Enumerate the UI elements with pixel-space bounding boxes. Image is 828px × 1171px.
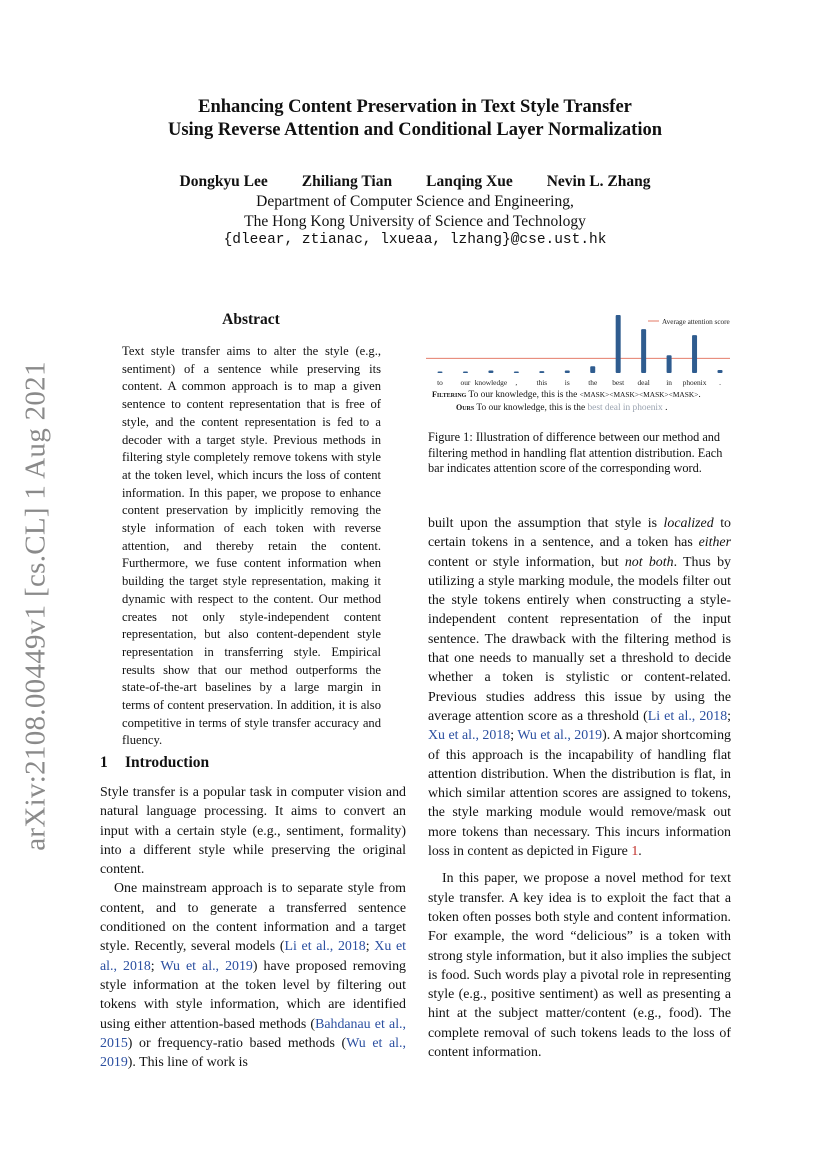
legend-label: Average attention score	[662, 318, 730, 326]
abstract-heading: Abstract	[222, 311, 280, 328]
section-number: 1	[100, 754, 108, 771]
attention-bar	[616, 315, 621, 373]
tick-label: in	[666, 378, 672, 387]
figure-reference-link[interactable]: 1	[631, 844, 639, 860]
mask-tokens: <MASK><MASK><MASK><MASK>	[579, 390, 699, 399]
attention-bar	[667, 355, 672, 373]
author-name: Nevin L. Zhang	[546, 173, 651, 190]
tick-label: phoenix	[682, 378, 707, 387]
affiliation-line-2: The Hong Kong University of Science and Technology	[244, 213, 586, 230]
paper-title	[120, 96, 710, 142]
affiliation-line-1: Department of Computer Science and Engineering,	[256, 193, 574, 210]
author-name: Lanqing Xue	[426, 173, 513, 190]
abstract-body: Text style transfer aims to alter the style (e.g., sentiment) of a sentence while preserving its content. A common approach is to map a given sentence to content representation that is free of style, and the content representation is fed to a decoder with a target style. Previous methods in filtering style completely remove tokens with style at the token level, which incurs the loss of content information. In this paper, we propose to enhance content preservation by implicitly removing the style information of each token with reverse attention, and thereby retain the content. Furthermore, we fuse content information when building the target style representation, making it dynamic with respect to the content. Our method creates not only style-independent content representation, but also content-dependent style representation in transferring style. Empirical results show that our method outperforms the state-of-the-art baselines by a large margin in terms of content preservation. In addition, it is also competitive in terms of style transfer accuracy and fluency.	[122, 344, 381, 748]
title-line-1: Enhancing Content Preservation in Text Style Transfer	[198, 97, 632, 117]
attention-bar	[514, 372, 519, 374]
tick-label: is	[564, 378, 570, 387]
citation-link[interactable]: Wu et al., 2019	[100, 1035, 406, 1071]
arxiv-id-text: arXiv:2108.00449v1 [cs.CL] 1 Aug 2021	[19, 361, 52, 851]
faded-tokens: best deal in phoenix	[587, 403, 663, 413]
citation-link[interactable]: Xu et al., 2018	[100, 939, 406, 974]
ours-row: Ours To our knowledge, this is the best deal in phoenix .	[456, 403, 668, 413]
right-paragraph-1: built upon the assumption that style is localized to certain tokens in a sentence, and a token has either content or style information, but not both. Thus by utilizing a style marking module, the models filter out the style tokens entirely when constructing a style-independent content representation of the input sentence. The drawback with the filtering method is that one needs to manually set a threshold to decide whether a token is stylistic or content-related. Previous studies address this issue by using the average attention score as a threshold (Li et al., 2018; Xu et al., 2018; Wu et al., 2019). A major shortcoming of this approach is the incapability of handling flat attention distribution. When the distribution is flat, in which similar attention scores are assigned to tokens, the style marking module would remove/mask out more tokens than necessary. This incurs information loss in content as depicted in Figure 1.	[428, 516, 732, 860]
right-paragraph-2: In this paper, we propose a novel method for text style transfer. A key idea is to exploit the fact that a token often posses both style and content information. For example, the word “delicious” is a token with strong style information, but it also implies the subject is food. Such words play a pivotal role in representing style (e.g., positive sentiment) as well as presenting a hint at the subject matter/content (e.g., food). The complete removal of such tokens leads to the loss of content information.	[428, 871, 731, 1061]
author-list	[110, 173, 720, 191]
citation-link[interactable]: Wu et al., 2019	[160, 958, 253, 974]
caption-label: Figure 1:	[428, 430, 473, 444]
attention-bar	[565, 371, 570, 373]
intro-paragraph-2: One mainstream approach is to separate style from content, and to generate a transferred sentence conditioned on the content information and a target style. Recently, several models (Li et al., 2018; Xu et al., 2018; Wu et al., 2019) have proposed removing style information at the token level by filtering out tokens with style information, which are identified using either attention-based methods (Bahdanau et al., 2015) or frequency-ratio based methods (Wu et al., 2019). This line of work is	[100, 881, 406, 1071]
attention-bar	[438, 372, 443, 374]
tick-label: knowledge	[474, 378, 508, 387]
attention-bar	[463, 372, 468, 374]
section-heading-introduction	[100, 754, 209, 772]
author-emails: {dleear, ztianac, lxueaa, lzhang}@cse.ust.hk	[223, 232, 607, 248]
author-name: Zhiliang Tian	[301, 173, 393, 190]
attention-bar	[692, 335, 697, 373]
affiliation	[110, 192, 720, 232]
tick-label: best	[612, 378, 625, 387]
tick-label: the	[588, 378, 598, 387]
attention-bar	[590, 366, 595, 373]
title-line-2: Using Reverse Attention and Conditional Layer Normalization	[167, 120, 663, 140]
citation-link[interactable]: Li et al., 2018	[647, 708, 728, 724]
attention-bar	[488, 371, 493, 373]
ours-label: Ours	[456, 403, 475, 412]
attention-bar	[539, 371, 544, 373]
tick-label: ,	[515, 378, 518, 387]
left-column-body	[100, 783, 406, 1072]
citation-link[interactable]: Xu et al., 2018	[428, 728, 511, 744]
citation-link[interactable]: Li et al., 2018	[284, 939, 366, 955]
tick-labels	[437, 378, 721, 387]
tick-label: this	[536, 378, 548, 387]
author-name: Dongkyu Lee	[179, 173, 268, 190]
intro-paragraph-1: Style transfer is a popular task in computer vision and natural language processing. It aims to convert an input with a certain style (e.g., sentiment, formality) into a different style while preserving the original content.	[100, 785, 406, 878]
tick-label: deal	[637, 378, 650, 387]
attention-bar-chart	[424, 306, 740, 390]
attention-bar	[641, 329, 646, 373]
filtering-row: Filtering To our knowledge, this is the <MASK><MASK><MASK><MASK>.	[432, 390, 701, 400]
caption-text: Illustration of difference between our method and filtering method in handling flat attention distribution. Each bar indicates attention score of the corresponding word.	[428, 430, 723, 475]
tick-label: our	[460, 378, 471, 387]
figure-caption	[428, 430, 732, 477]
section-title: Introduction	[125, 754, 210, 771]
right-column-body	[428, 514, 731, 1062]
tick-label: .	[719, 378, 721, 387]
tick-label: to	[437, 378, 443, 387]
attention-bar	[718, 370, 723, 373]
citation-link[interactable]: Bahdanau et al., 2015	[100, 1016, 406, 1051]
filtering-label: Filtering	[432, 390, 467, 399]
citation-link[interactable]: Wu et al., 2019	[517, 728, 603, 744]
